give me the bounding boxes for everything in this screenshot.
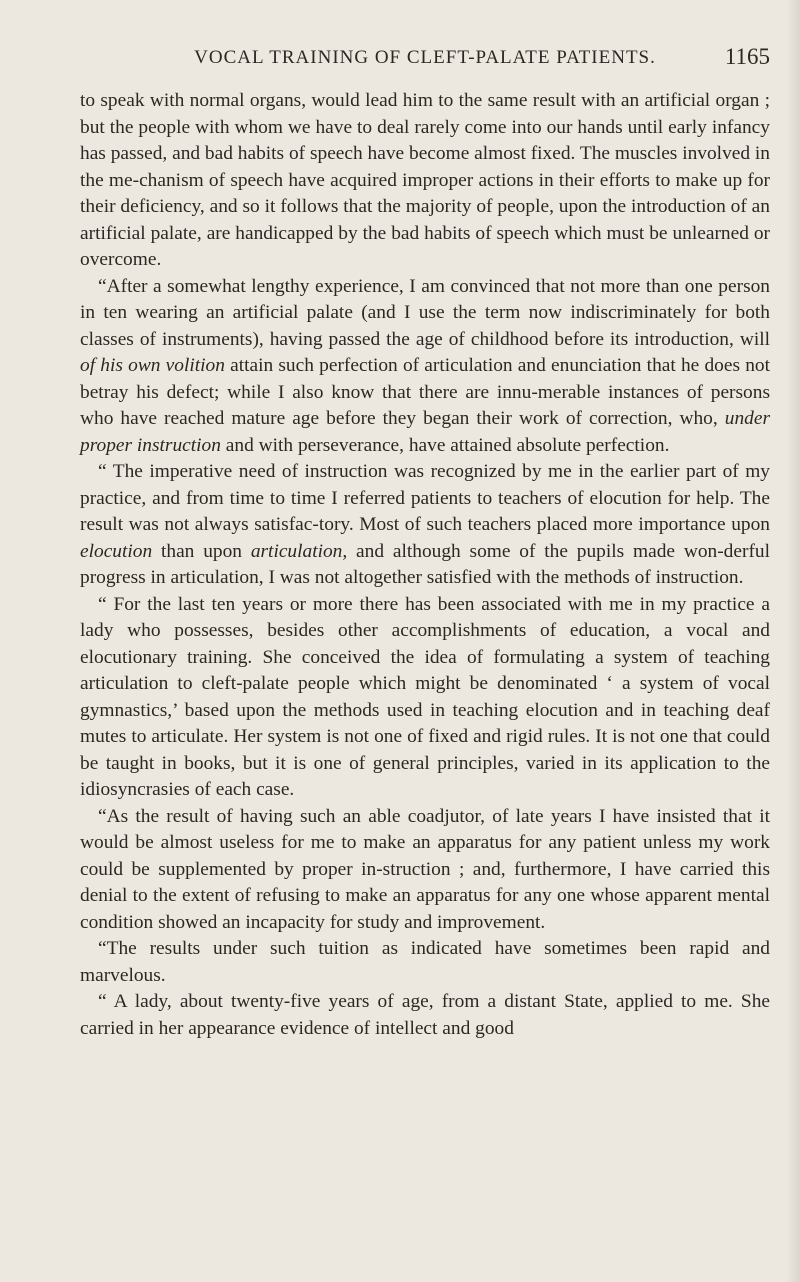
text-run: “ A lady, about twenty-five years of age, from a distant State, applied to me. She carried in her appearance evidence of intellect and good xyxy=(80,991,770,1039)
text-run: “ For the last ten years or more there has been associated with me in my practice a lady who possesses, besides other accomplishments of education, a vocal and elocutionary training. She conceived the idea of formulating a system of teaching articulation to cleft-palate people which might be denominated ‘ a system of vocal gymnastics,’ based upon the methods used in teaching elocution and in teaching deaf mutes to articulate. Her system is not one of fixed and rigid rules. It is not one that could be taught in books, but it is one of general principles, varied in its application to the idiosyncrasies of each case. xyxy=(80,593,770,800)
paragraph xyxy=(80,592,770,804)
page-number: 1165 xyxy=(724,44,770,69)
text-run: to speak with normal organs, would lead him to the same result with an artificial organ ; but the people with whom we have to deal rarely come into our hands until early infancy has passed, and bad habits of speech have become almost fixed. The muscles involved in the me-chanism of speech have acquired improper actions in their efforts to make up for their deficiency, and so it follows that the majority of people, upon the introduction of an artificial palate, are handicapped by the bad habits of speech which must be unlearned or overcome. xyxy=(80,90,770,270)
paragraph xyxy=(80,936,770,989)
paragraph xyxy=(80,88,770,274)
text-run: “ The imperative need of instruction was recognized by me in the earlier part of my practice, and from time to time I referred patients to teachers of elocution for help. The result was not always satisfac-tory. Most of such teachers placed more importance upon xyxy=(80,461,770,535)
italic-run: elocution xyxy=(80,540,153,562)
italic-run: articulation, xyxy=(250,540,348,562)
paragraph xyxy=(80,274,770,460)
text-run: “The results under such tuition as indicated have sometimes been rapid and marvelous. xyxy=(80,938,770,986)
text-run: attain such perfection of articulation and enunciation that he does not betray his defect; while I also know that there are innu-merable instances of persons who have reached mature age before they began their work of correction, who, xyxy=(80,355,770,429)
italic-run: of his own volition xyxy=(80,355,225,376)
text-run: and with perseverance, have attained absolute perfection. xyxy=(220,434,670,456)
paragraph xyxy=(80,989,770,1042)
text-run: “As the result of having such an able coadjutor, of late years I have insisted that it would be almost useless for me to make an apparatus for any patient unless my work could be supplemented by proper in-struction ; and, furthermore, I have carried this denial to the extent of refusing to make an apparatus for any one whose apparent mental condition showed an incapacity for study and improvement. xyxy=(80,805,770,933)
body-text xyxy=(80,88,770,1042)
paragraph xyxy=(80,804,770,937)
italic-run: under proper instruction xyxy=(80,408,770,456)
text-run: than upon xyxy=(152,540,251,562)
running-header xyxy=(80,44,770,72)
paragraph xyxy=(80,459,770,592)
page-edge-shadow xyxy=(786,0,800,1282)
running-title: VOCAL TRAINING OF CLEFT-PALATE PATIENTS. xyxy=(194,47,656,68)
text-run: “After a somewhat lengthy experience, I am convinced that not more than one person in ten wearing an artificial palate (and I use the term now indiscriminately for both classes of instruments), having passed the age of childhood before its introduction, will xyxy=(80,275,770,350)
text-run: and although some of the pupils made won-derful progress in articulation, I was not altogether satisfied with the methods of instruction. xyxy=(80,540,770,588)
